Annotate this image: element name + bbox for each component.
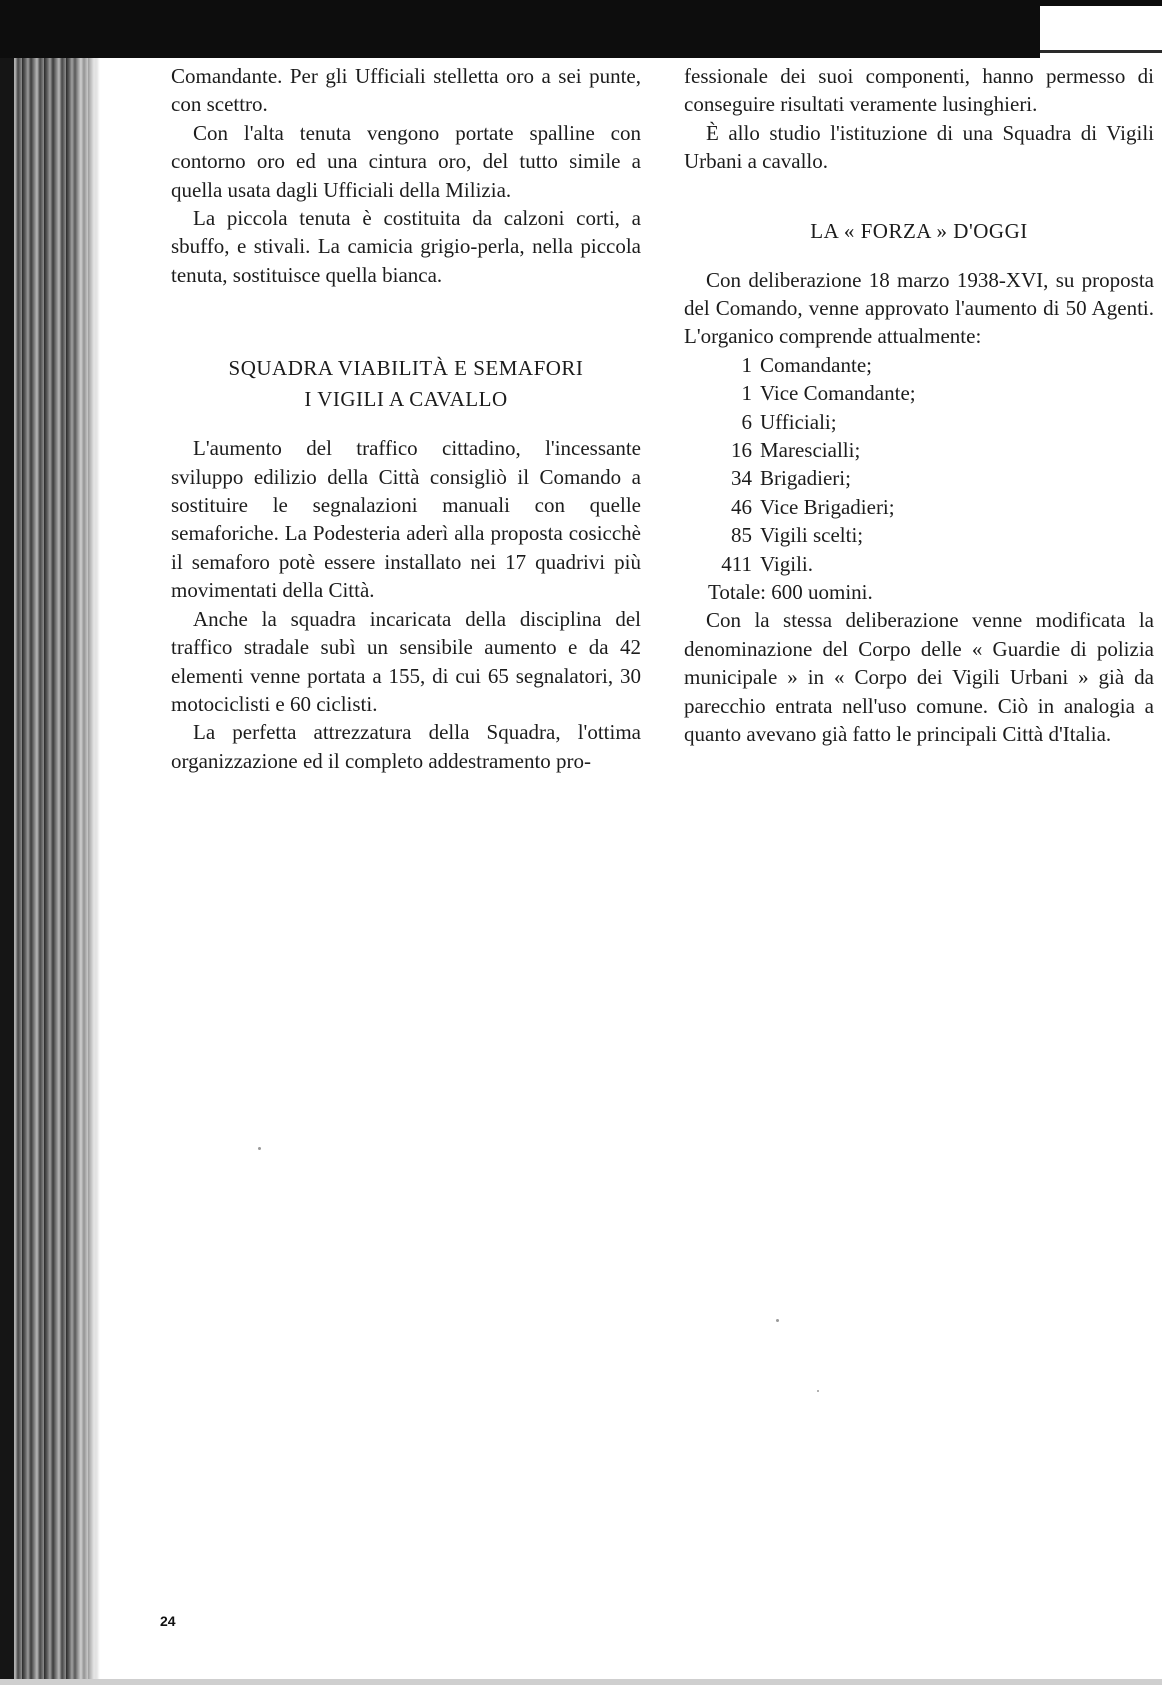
paragraph: È allo studio l'istituzione di una Squadra di Vigili Urbani a cavallo. [684, 120, 1154, 174]
scan-speck [817, 1390, 819, 1392]
scan-top-border-tail [1040, 0, 1162, 6]
roster-role: Vice Comandante; [760, 381, 916, 406]
roster-role: Comandante; [760, 352, 872, 377]
roster-count: 46 [731, 494, 752, 519]
roster-row [684, 493, 1154, 521]
roster-role: Vigili scelti; [760, 523, 864, 548]
paragraph: Comandante. Per gli Ufficiali stelletta oro a sei punte, con scettro. [171, 64, 641, 117]
paragraph: Con la stessa deliberazione venne modificata la denominazione del Corpo delle « Guardie di polizia municipale » in « Corpo dei Vigili Urbani » già da parecchio entrata nell'uso comune. Ciò in analogia a quanto avevano già fatto le principali Città d'Italia. [684, 608, 1154, 746]
paragraph: Con l'alta tenuta vengono portate spalline con contorno oro ed una cintura oro, del tutto simile a quella usata dagli Ufficiali della Milizia. [171, 120, 641, 202]
page-number: 24 [160, 1613, 176, 1629]
book-spine-shadow [0, 58, 100, 1685]
scan-top-edge-line [1040, 50, 1162, 53]
paragraph: fessionale dei suoi componenti, hanno permesso di conseguire risultati veramente lusinghieri. [684, 64, 1154, 117]
scan-speck [258, 1147, 261, 1150]
roster-count: 16 [731, 438, 752, 463]
paragraph: Con deliberazione 18 marzo 1938-XVI, su proposta del Comando, venne approvato l'aumento di 50 Agenti. L'organico comprende attualmente: [684, 267, 1154, 349]
roster-row [684, 550, 1154, 578]
personnel-roster [684, 351, 1154, 578]
roster-row [684, 521, 1154, 549]
roster-total: Totale: 600 uomini. [708, 579, 873, 604]
roster-count: 34 [731, 466, 752, 491]
roster-count: 85 [731, 523, 752, 548]
roster-row [684, 379, 1154, 407]
roster-role: Marescialli; [760, 438, 861, 463]
roster-row [684, 464, 1154, 492]
paragraph: Anche la squadra incaricata della disciplina del traffico stradale subì un sensibile aumento e da 42 elementi venne portata a 155, di cui 65 segnalatori, 30 motociclisti e 60 ciclisti. [171, 606, 641, 716]
roster-count: 1 [741, 381, 752, 406]
scan-top-border [0, 0, 1040, 58]
scan-bottom-edge [0, 1679, 1162, 1685]
paragraph: La piccola tenuta è costituita da calzoni corti, a sbuffo, e stivali. La camicia grigio-perla, nella piccola tenuta, sostituisce quella bianca. [171, 206, 641, 287]
roster-role: Vice Brigadieri; [760, 494, 895, 519]
paragraph: L'aumento del traffico cittadino, l'incessante sviluppo edilizio della Città consigliò il Comando a sostituire le segnalazioni manuali con quelle semaforiche. La Podesteria aderì alla proposta cosicchè il semaforo potè essere installato nei 17 quadrivi più movimentati della Città. [171, 436, 641, 603]
book-spine-edge [0, 58, 14, 1685]
left-column [171, 62, 641, 775]
roster-count: 411 [721, 551, 752, 576]
section-heading [171, 353, 641, 415]
roster-row [684, 436, 1154, 464]
roster-role: Vigili. [760, 551, 813, 576]
heading-line: SQUADRA VIABILITÀ E SEMAFORI [228, 356, 584, 381]
roster-row [684, 408, 1154, 436]
roster-row [684, 351, 1154, 379]
section-heading: LA « FORZA » D'OGGI [810, 218, 1028, 243]
paragraph: La perfetta attrezzatura della Squadra, l'ottima organizzazione ed il completo addestramento pro- [171, 720, 641, 773]
roster-role: Brigadieri; [760, 466, 851, 491]
roster-count: 6 [741, 409, 752, 434]
right-column [684, 62, 1154, 748]
heading-line: I VIGILI A CAVALLO [304, 387, 508, 412]
roster-role: Ufficiali; [760, 409, 837, 434]
scan-speck [776, 1319, 779, 1322]
roster-count: 1 [741, 352, 752, 377]
